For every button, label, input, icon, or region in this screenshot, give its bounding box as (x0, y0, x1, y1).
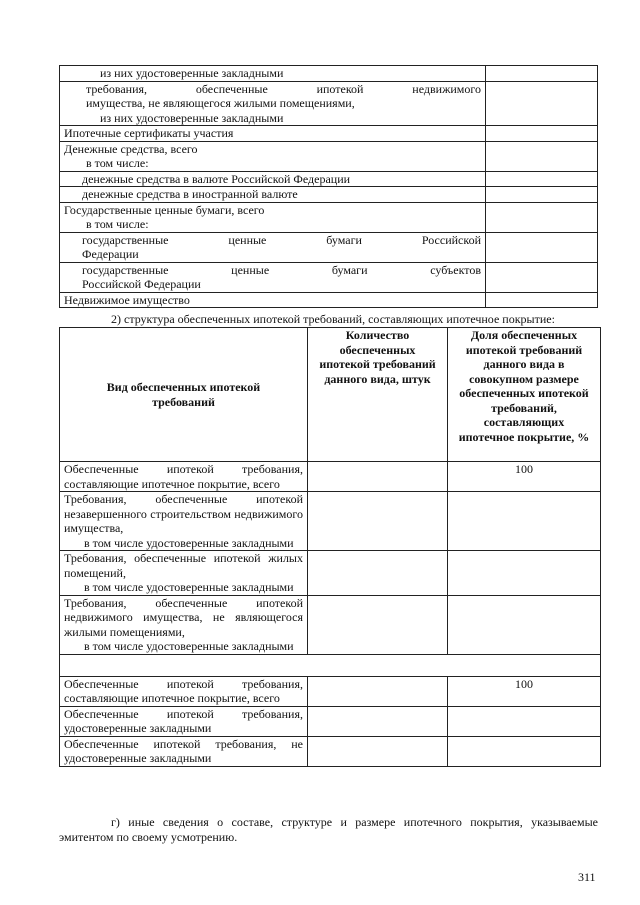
table-row (60, 66, 598, 82)
value-cell (486, 232, 598, 262)
table-row (60, 292, 598, 308)
table-row (60, 706, 601, 736)
value-cell (486, 81, 598, 126)
row-label-sub: в том числе: (86, 217, 149, 231)
row-label: денежные средства в иностранной валюте (60, 187, 486, 203)
table-row (60, 676, 601, 706)
row-label-sub: в том числе удостоверенные закладными (84, 639, 294, 653)
row-label-line: Денежные средства, всего (64, 141, 198, 156)
assets-table (59, 65, 598, 308)
table-row (60, 736, 601, 766)
value-cell (486, 126, 598, 142)
empty-row-cell (60, 654, 601, 676)
table-row-empty (60, 654, 601, 676)
table-row (60, 187, 598, 203)
table-row (60, 81, 598, 126)
value-cell (486, 187, 598, 203)
count-cell (308, 676, 448, 706)
row-label-line: Российской Федерации (82, 277, 201, 291)
table-row (60, 126, 598, 142)
row-label (60, 492, 308, 551)
table-row (60, 171, 598, 187)
section-heading: 2) структура обеспеченных ипотекой требований, составляющих ипотечное покрытие: (111, 312, 555, 326)
closing-paragraph: г) иные сведения о составе, структуре и размере ипотечного покрытия, указываемые эмитентом по своему усмотрению. (59, 815, 598, 844)
table-row (60, 232, 598, 262)
column-header-type: Вид обеспеченных ипотекой требований (60, 328, 308, 462)
column-header-count: Количество обеспеченных ипотекой требований данного вида, штук (308, 328, 448, 462)
value-cell (486, 141, 598, 171)
share-cell: 100 (448, 676, 601, 706)
row-label: Обеспеченные ипотекой требования, составляющие ипотечное покрытие, всего (60, 676, 308, 706)
count-cell (308, 706, 448, 736)
row-label (60, 202, 486, 232)
row-label (60, 141, 486, 171)
row-label-line: государственные ценные бумаги Российской (82, 232, 481, 247)
row-label-line: имущества, не являющегося жилыми помещениями, (86, 96, 355, 110)
count-cell (308, 595, 448, 654)
share-cell (448, 492, 601, 551)
table-row (60, 492, 601, 551)
row-label-text: Требования, обеспеченные ипотекой жилых помещений, (64, 551, 303, 580)
row-label (60, 595, 308, 654)
row-label: денежные средства в валюте Российской Федерации (60, 171, 486, 187)
count-cell (308, 551, 448, 596)
value-cell (486, 66, 598, 82)
row-label: Недвижимое имущество (60, 292, 486, 308)
column-header-share: Доля обеспеченных ипотекой требований данного вида в совокупном размере обеспеченных ипотекой требований, составляющих ипотечное покрытие, % (448, 328, 601, 462)
table-row (60, 262, 598, 292)
row-label-line: требования, обеспеченные ипотекой недвижимого (86, 81, 481, 96)
share-cell (448, 706, 601, 736)
page-number: 311 (578, 870, 596, 884)
table-row (60, 202, 598, 232)
share-cell: 100 (448, 462, 601, 492)
table-row (60, 462, 601, 492)
table-row (60, 551, 601, 596)
share-cell (448, 595, 601, 654)
row-label (60, 551, 308, 596)
row-label (60, 81, 486, 126)
count-cell (308, 736, 448, 766)
count-cell (308, 462, 448, 492)
row-label: Обеспеченные ипотекой требования, не удостоверенные закладными (60, 736, 308, 766)
table-header-row (60, 328, 601, 462)
value-cell (486, 292, 598, 308)
row-label-line: Федерации (82, 247, 139, 261)
table-row (60, 595, 601, 654)
row-label (60, 232, 486, 262)
value-cell (486, 262, 598, 292)
share-cell (448, 551, 601, 596)
row-label-sub: из них удостоверенные закладными (100, 110, 284, 125)
row-label-sub: в том числе удостоверенные закладными (84, 535, 294, 550)
row-label: Обеспеченные ипотекой требования, составляющие ипотечное покрытие, всего (60, 462, 308, 492)
row-label-text: Требования, обеспеченные ипотекой незавершенного строительством недвижимого имущества, (64, 492, 303, 535)
row-label-text: Требования, обеспеченные ипотекой недвижимого имущества, не являющегося жилыми помещениями, (64, 595, 303, 639)
row-label-sub: в том числе удостоверенные закладными (84, 580, 294, 594)
share-cell (448, 736, 601, 766)
row-label (60, 262, 486, 292)
table-row (60, 141, 598, 171)
row-label: Ипотечные сертификаты участия (60, 126, 486, 142)
row-label-sub: в том числе: (86, 156, 149, 170)
row-label-line: государственные ценные бумаги субъектов (82, 262, 481, 277)
row-label: из них удостоверенные закладными (60, 66, 486, 82)
value-cell (486, 202, 598, 232)
row-label-line: Государственные ценные бумаги, всего (64, 202, 265, 217)
claims-structure-table (59, 327, 601, 767)
count-cell (308, 492, 448, 551)
row-label: Обеспеченные ипотекой требования, удостоверенные закладными (60, 706, 308, 736)
value-cell (486, 171, 598, 187)
